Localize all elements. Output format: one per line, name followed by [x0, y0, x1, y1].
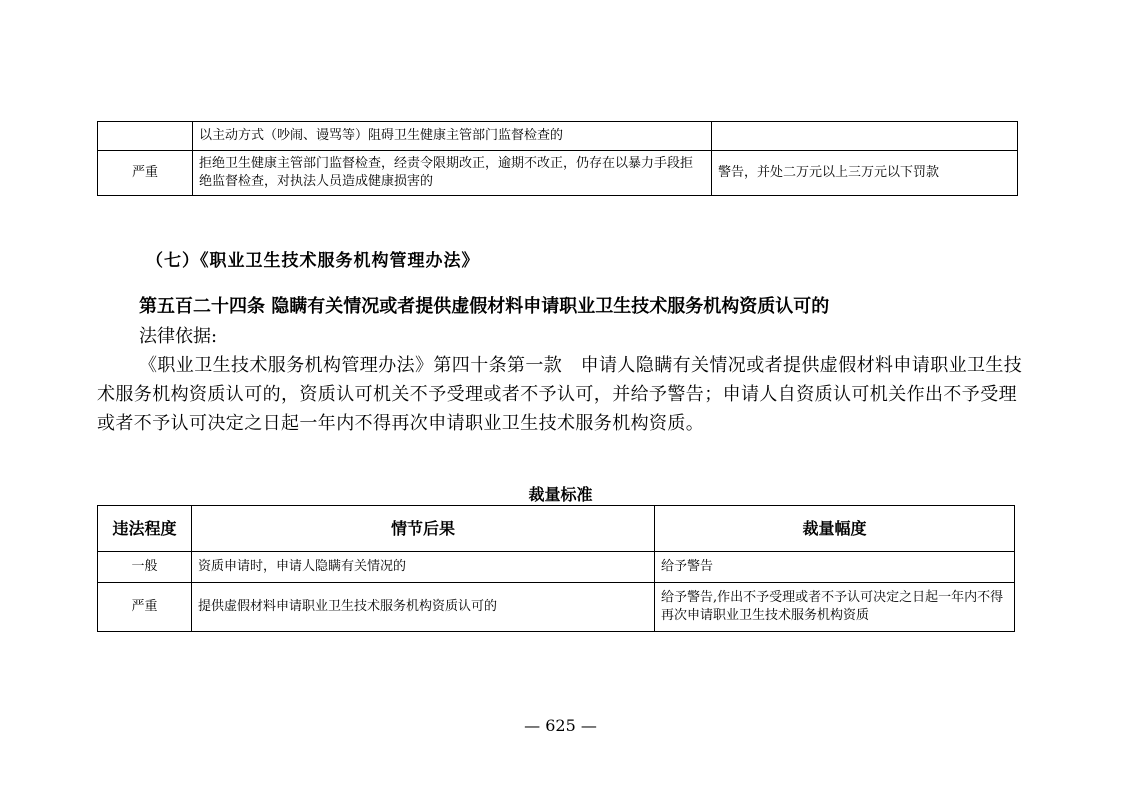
- table-row: [98, 151, 1018, 196]
- standard-title: 裁量标准: [528, 485, 593, 504]
- header-violation-level: 违法程度: [98, 506, 192, 552]
- circumstance-cell: 提供虚假材料申请职业卫生技术服务机构资质认可的: [192, 583, 655, 632]
- violation-level-cell: 一般: [98, 552, 192, 583]
- discretion-standard-table: [97, 505, 1015, 632]
- legal-basis-text: 《职业卫生技术服务机构管理办法》第四十条第一款 申请人隐瞒有关情况或者提供虚假材料申请职业卫生技术服务机构资质认可的，资质认可机关不予受理或者不予认可，并给予警告；申请人自资质认可机关作出不予受理或者不予认可决定之日起一年内不得再次申请职业卫生技术服务机构资质。: [97, 355, 1023, 434]
- legal-basis-label: 法律依据:: [139, 326, 218, 347]
- penalty-cell: [712, 122, 1018, 151]
- table-row: [98, 122, 1018, 151]
- penalty-cell: 给予警告,作出不予受理或者不予认可决定之日起一年内不得再次申请职业卫生技术服务机构资质: [655, 583, 1015, 632]
- violation-level-cell: 严重: [98, 583, 192, 632]
- section-heading: （七）《职业卫生技术服务机构管理办法》: [146, 251, 480, 271]
- continued-discretion-table: [97, 121, 1018, 196]
- violation-level-cell: 严重: [98, 151, 193, 196]
- violation-level-cell: [98, 122, 193, 151]
- page-number: — 625 —: [524, 716, 597, 735]
- penalty-cell: 警告，并处二万元以上三万元以下罚款: [712, 151, 1018, 196]
- penalty-cell: 给予警告: [655, 552, 1015, 583]
- header-penalty-range: 裁量幅度: [655, 506, 1015, 552]
- circumstance-cell: 以主动方式（吵闹、谩骂等）阻碍卫生健康主管部门监督检查的: [193, 122, 712, 151]
- table-header-row: [98, 506, 1015, 552]
- article-heading: 第五百二十四条 隐瞒有关情况或者提供虚假材料申请职业卫生技术服务机构资质认可的: [139, 296, 830, 317]
- header-circumstance: 情节后果: [192, 506, 655, 552]
- table-row: [98, 583, 1015, 632]
- table-row: [98, 552, 1015, 583]
- circumstance-cell: 资质申请时，申请人隐瞒有关情况的: [192, 552, 655, 583]
- circumstance-cell: 拒绝卫生健康主管部门监督检查，经责令限期改正，逾期不改正，仍存在以暴力手段拒绝监督检查，对执法人员造成健康损害的: [193, 151, 712, 196]
